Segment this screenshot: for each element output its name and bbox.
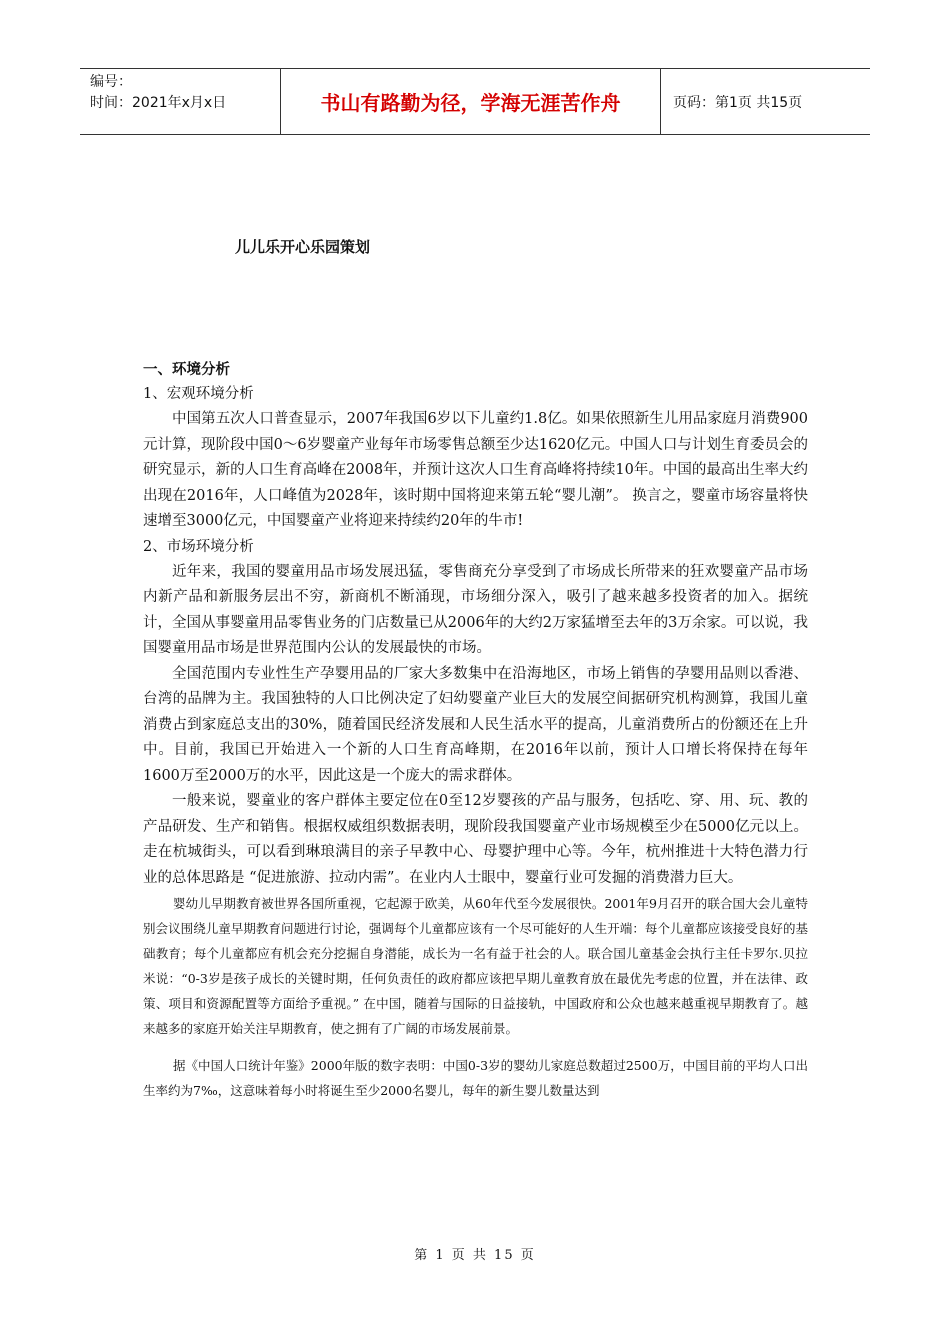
- header-meta: [80, 69, 281, 134]
- header-page-info: 页码：第1页 共15页: [673, 94, 803, 111]
- paragraph-early-education: 婴幼儿早期教育被世界各国所重视，它起源于欧美，从60年代至今发展很快。2001年9月召开的联合国大会儿童特别会议围绕儿童早期教育问题进行讨论，强调每个儿童都应该有一个尽可能好的人生开端：每个儿童都应该接受良好的基础教育；每个儿童都应有机会充分挖掘自身潜能，成长为一名有益于社会的人。联合国儿童基金会执行主任卡罗尔.贝拉米说：“0-3岁是孩子成长的关键时期，任何负责任的政府都应该把早期儿童教育放在最优先考虑的位置，并在法律、政策、项目和资源配置等方面给予重视。” 在中国，随着与国际的日益接轨，中国政府和公众也越来越重视早期教育了。越来越多的家庭开始关注早期教育，使之拥有了广阔的市场发展前景。: [143, 896, 808, 1036]
- page-footer: 第 1 页 共 15 页: [414, 1248, 536, 1263]
- section-heading: 一、环境分析: [143, 362, 230, 378]
- paragraph-market-1: 近年来，我国的婴童用品市场发展迅猛，零售商充分享受到了市场成长所带来的狂欢婴童产品市场内新产品和新服务层出不穷，新商机不断涌现，市场细分深入，吸引了越来越多投资者的加入。据统计，全国从事婴童用品零售业务的门店数量已从2006年的大约2万家猛增至去年的3万余家。可以说，我国婴童用品市场是世界范围内公认的发展最快的市场。: [143, 563, 808, 656]
- number-label: 编号：: [90, 74, 132, 90]
- page-header: [80, 68, 870, 135]
- date-label: 时间：2021年x月x日: [90, 95, 227, 111]
- paragraph-market-2: 全国范围内专业性生产孕婴用品的厂家大多数集中在沿海地区，市场上销售的孕婴用品则以香港、台湾的品牌为主。我国独特的人口比例决定了妇幼婴童产业巨大的发展空间据研究机构测算，我国儿童消费占到家庭总支出的30%，随着国民经济发展和人民生活水平的提高，儿童消费所占的份额还在上升中。目前，我国已开始进入一个新的人口生育高峰期，在2016年以前，预计人口增长将保持在每年1600万至2000万的水平，因此这是一个庞大的需求群体。: [143, 665, 808, 784]
- document-body: [143, 358, 808, 1103]
- subsection-market-heading: 2、市场环境分析: [143, 538, 254, 555]
- paragraph-statistics: 据《中国人口统计年鉴》2000年版的数字表明：中国0-3岁的婴幼儿家庭总数超过2500万，中国目前的平均人口出生率约为7‰，这意味着每小时将诞生至少2000名婴儿，每年的新生婴儿数量达到: [143, 1058, 808, 1098]
- header-motto: 书山有路勤为径，学海无涯苦作舟: [281, 69, 661, 134]
- paragraph-market-3: 一般来说，婴童业的客户群体主要定位在0至12岁婴孩的产品与服务，包括吃、穿、用、玩、教的产品研发、生产和销售。根据权威组织数据表明，现阶段我国婴童产业市场规模至少在5000亿元以上。走在杭城街头，可以看到琳琅满目的亲子早教中心、母婴护理中心等。今年，杭州推进十大特色潜力行业的总体思路是 “促进旅游、拉动内需”。在业内人士眼中，婴童行业可发掘的消费潜力巨大。: [143, 793, 808, 886]
- paragraph-macro: 中国第五次人口普查显示，2007年我国6岁以下儿童约1.8亿。如果依照新生儿用品家庭月消费900元计算，现阶段中国0～6岁婴童产业每年市场零售总额至少达1620亿元。中国人口与计划生育委员会的研究显示，新的人口生育高峰在2008年，并预计这次人口生育高峰将持续10年。中国的最高出生率大约出现在2016年，人口峰值为2028年，该时期中国将迎来第五轮“婴儿潮”。 换言之，婴童市场容量将快速增至3000亿元，中国婴童产业将迎来持续约20年的牛市!: [143, 411, 808, 529]
- document-title: 儿儿乐开心乐园策划: [235, 238, 371, 256]
- subsection-macro-heading: 1、宏观环境分析: [143, 386, 254, 402]
